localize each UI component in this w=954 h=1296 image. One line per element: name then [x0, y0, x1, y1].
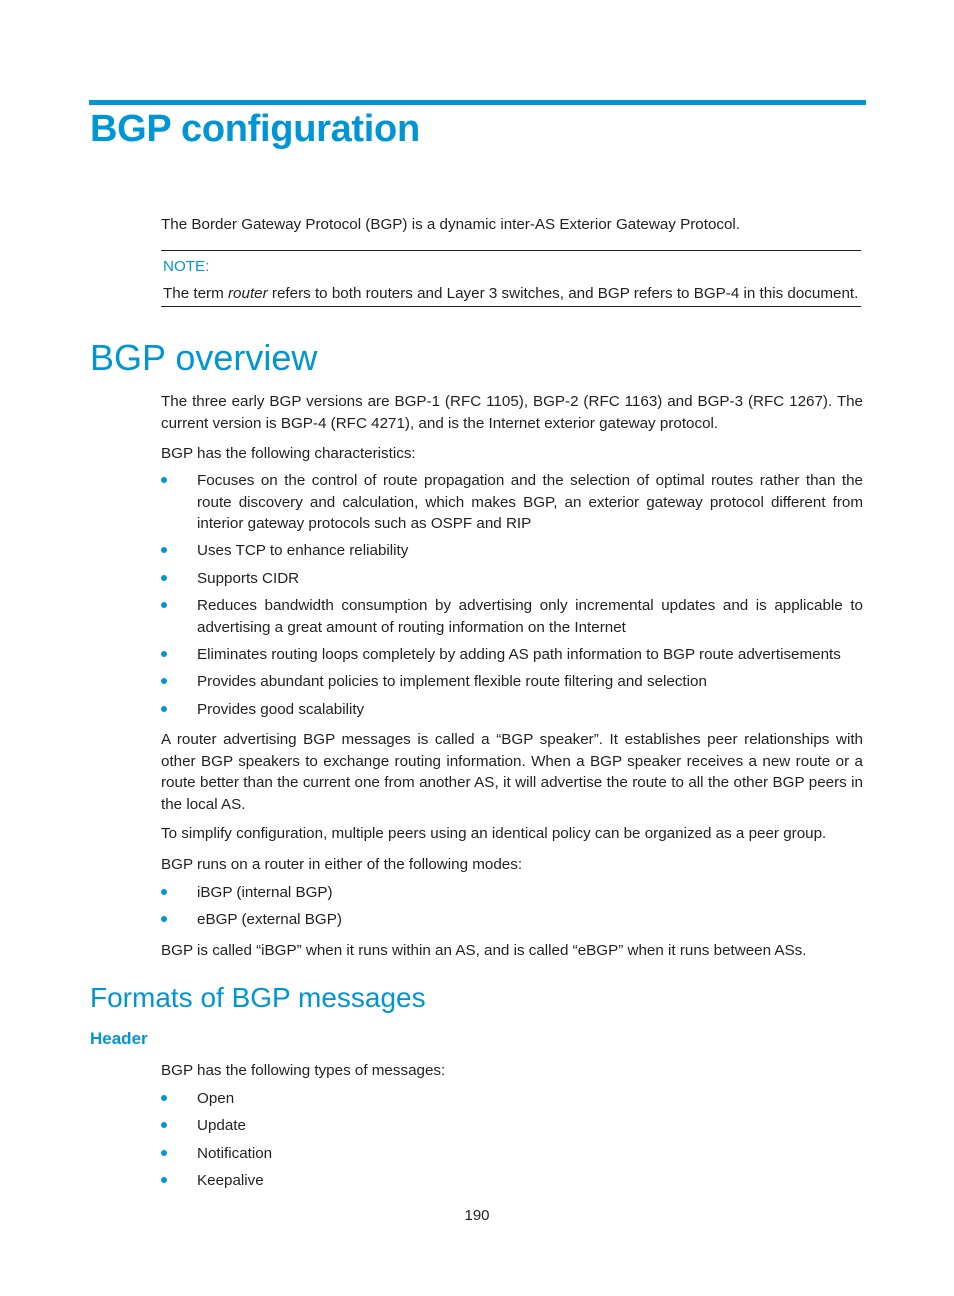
overview-paragraph-peer-group: To simplify configuration, multiple peers using an identical policy can be organized as a peer group. — [161, 825, 827, 842]
list-item: Supports CIDR — [161, 568, 863, 590]
list-item: iBGP (internal BGP) — [161, 882, 863, 904]
bullet-icon — [161, 547, 167, 553]
list-item: Eliminates routing loops completely by adding AS path information to BGP route advertisements — [161, 644, 863, 666]
bullet-icon — [161, 1177, 167, 1183]
note-label: NOTE: — [163, 258, 210, 275]
bullet-icon — [161, 477, 167, 483]
list-item: Open — [161, 1088, 863, 1110]
list-item: Reduces bandwidth consumption by advertising only incremental updates and is applicable to advertising a great amount of routing information on the Internet — [161, 595, 863, 638]
bullet-icon — [161, 678, 167, 684]
page-title: BGP configuration — [90, 108, 420, 150]
bullet-icon — [161, 916, 167, 922]
overview-paragraph-versions: The three early BGP versions are BGP-1 (RFC 1105), BGP-2 (RFC 1163) and BGP-3 (RFC 1267). The current version is BGP-4 (RFC 4271), and is the Internet exterior gateway protocol. — [161, 393, 863, 432]
note-term: router — [228, 285, 268, 302]
bullet-icon — [161, 1095, 167, 1101]
note-text: The term router refers to both routers and Layer 3 switches, and BGP refers to BGP-4 in this document. — [163, 285, 859, 302]
list-item: Uses TCP to enhance reliability — [161, 540, 863, 562]
formats-paragraph-types-intro: BGP has the following types of messages: — [161, 1062, 446, 1079]
bullet-icon — [161, 1122, 167, 1128]
title-rule — [89, 100, 866, 105]
overview-paragraph-ibgp-ebgp: BGP is called “iBGP” when it runs within an AS, and is called “eBGP” when it runs between ASs. — [161, 942, 807, 959]
section-heading-formats: Formats of BGP messages — [90, 982, 426, 1013]
overview-paragraph-characteristics-intro: BGP has the following characteristics: — [161, 445, 416, 462]
overview-paragraph-speaker: A router advertising BGP messages is called a “BGP speaker”. It establishes peer relationships with other BGP speakers to exchange routing information. When a BGP speaker receives a new route or a route better than the current one from another AS, it will advertise the route to all the other BGP peers in the local AS. — [161, 731, 863, 813]
list-item: Update — [161, 1115, 863, 1137]
list-item: Provides abundant policies to implement flexible route filtering and selection — [161, 671, 863, 693]
bullet-icon — [161, 1150, 167, 1156]
bullet-icon — [161, 651, 167, 657]
bullet-icon — [161, 889, 167, 895]
list-item: Focuses on the control of route propagation and the selection of optimal routes rather than the route discovery and calculation, which makes BGP, an exterior gateway protocol different from interior gateway protocols such as OSPF and RIP — [161, 470, 863, 535]
section-heading-overview: BGP overview — [90, 337, 318, 378]
list-item: Keepalive — [161, 1170, 863, 1192]
list-item: Notification — [161, 1143, 863, 1165]
bullet-icon — [161, 602, 167, 608]
overview-paragraph-modes-intro: BGP runs on a router in either of the following modes: — [161, 856, 523, 873]
note-bottom-rule — [161, 306, 861, 307]
note-top-rule — [161, 250, 861, 251]
bullet-icon — [161, 575, 167, 581]
bullet-icon — [161, 706, 167, 712]
list-item: Provides good scalability — [161, 699, 863, 721]
subsection-heading-header: Header — [90, 1029, 148, 1048]
page-number: 190 — [464, 1207, 490, 1224]
list-item: eBGP (external BGP) — [161, 909, 863, 931]
intro-paragraph: The Border Gateway Protocol (BGP) is a dynamic inter-AS Exterior Gateway Protocol. — [161, 216, 741, 233]
